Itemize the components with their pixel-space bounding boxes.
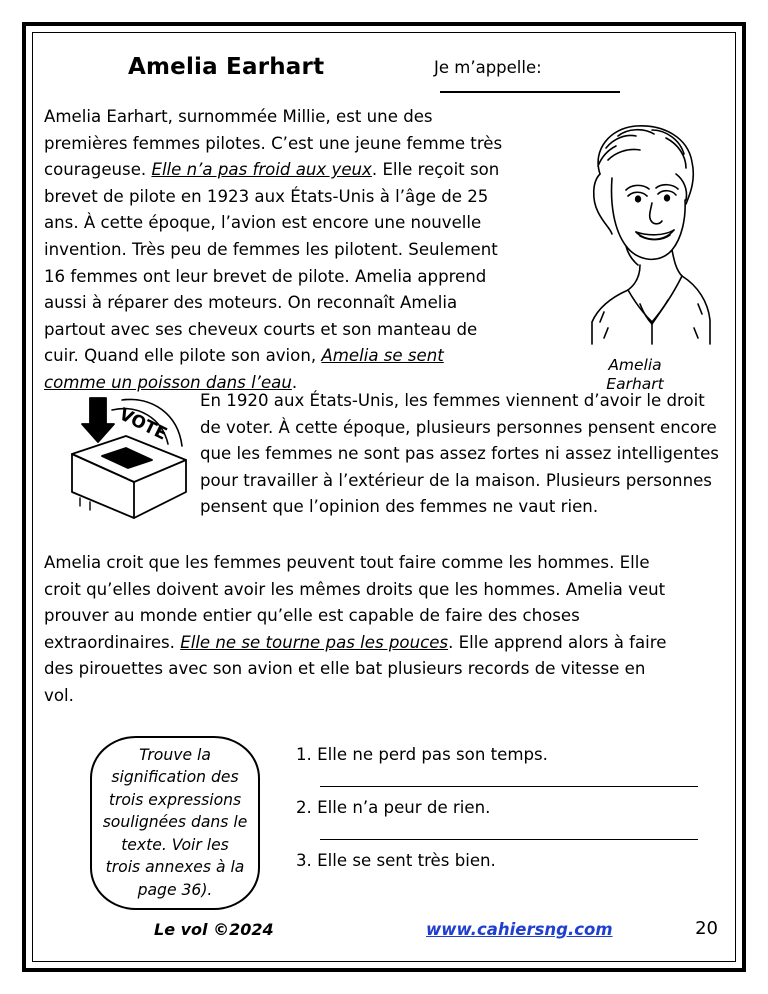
paragraph-1-part-b: . Elle reçoit son brevet de pilote en 1923 aux États-Unis à l’âge de 25 ans. À cette époque, l’avion est encore une nouvelle invention. Très peu de femmes les pilotent. Seulement 16 femmes ont leur brevet de pilote. Amelia apprend aussi à réparer des moteurs. On reconnaît Amelia partout avec ses cheveux courts et son manteau de cuir. Quand elle pilote son avion, xyxy=(44,160,500,366)
portrait-block xyxy=(546,108,724,394)
question-text xyxy=(296,848,716,874)
instruction-bubble-text: Trouve la signification des trois expressions soulignées dans le texte. Voir les trois annexes à la page 36). xyxy=(102,745,248,899)
question-label: Elle ne perd pas son temps. xyxy=(317,744,548,764)
section-vote xyxy=(44,388,724,534)
idiom-3-underlined: Elle ne se tourne pas les pouces xyxy=(180,632,449,652)
paragraph-1-part-a: Amelia Earhart, surnommée Millie, est une des premières femmes pilotes. C’est une jeune femme très courageuse. xyxy=(44,107,503,180)
question-text xyxy=(296,795,716,821)
question-item xyxy=(296,795,716,840)
amelia-earhart-portrait-icon xyxy=(548,108,723,348)
paragraph-1-part-c: . xyxy=(291,372,298,392)
answer-blank-line[interactable] xyxy=(320,827,698,840)
page-number: 20 xyxy=(695,918,718,939)
page-title: Amelia Earhart xyxy=(128,54,325,80)
footer-copyright: Le vol ©2024 xyxy=(154,920,274,939)
question-label: Elle se sent très bien. xyxy=(317,850,496,870)
ballot-box-icon xyxy=(60,388,195,528)
student-name-field[interactable] xyxy=(434,58,724,97)
section-intro xyxy=(44,104,724,393)
portrait-caption-line2: Earhart xyxy=(606,375,664,393)
question-label: Elle n’a peur de rien. xyxy=(317,797,491,817)
question-item xyxy=(296,848,716,874)
name-blank-line[interactable] xyxy=(440,77,620,93)
page-content xyxy=(44,42,724,952)
paragraph-1 xyxy=(44,104,509,397)
question-number: 1. xyxy=(296,744,312,764)
instruction-bubble xyxy=(90,736,260,910)
question-number: 2. xyxy=(296,797,312,817)
question-text xyxy=(296,742,716,768)
page-footer xyxy=(44,918,724,946)
questions-list xyxy=(296,742,716,882)
exercise-section xyxy=(44,736,724,916)
answer-blank-line[interactable] xyxy=(320,774,698,787)
idiom-2-underlined: Amelia se sent comme un poisson dans l’eau xyxy=(44,346,444,392)
section-equality xyxy=(44,550,724,710)
paragraph-3 xyxy=(44,550,672,710)
footer-website-link[interactable]: www.cahiersng.com xyxy=(426,920,613,939)
paragraph-3-part-a: Amelia croit que les femmes peuvent tout faire comme les hommes. Elle croit qu’elles doivent avoir les mêmes droits que les hommes. Amelia veut prouver au monde entier qu’elle est capable de faire des choses extraordinaires. xyxy=(44,553,666,652)
paragraph-2: En 1920 aux États-Unis, les femmes viennent d’avoir le droit de voter. À cette époque, plusieurs personnes pensent encore que les femmes ne sont pas assez fortes ni assez intelligentes pour travailler à l’extérieur de la maison. Plusieurs personnes pensent que l’opinion des femmes ne vaut rien. xyxy=(200,391,719,517)
portrait-caption-line1: Amelia xyxy=(608,356,662,374)
paragraph-3-part-b: . Elle apprend alors à faire des pirouettes avec son avion et elle bat plusieurs records de vitesse en vol. xyxy=(44,632,667,705)
idiom-1-underlined: Elle n’a pas froid aux yeux xyxy=(151,160,372,180)
question-item xyxy=(296,742,716,787)
header xyxy=(44,42,724,94)
vote-label: VOTE xyxy=(115,404,170,445)
question-number: 3. xyxy=(296,850,312,870)
name-prompt-label: Je m’appelle: xyxy=(434,58,542,77)
